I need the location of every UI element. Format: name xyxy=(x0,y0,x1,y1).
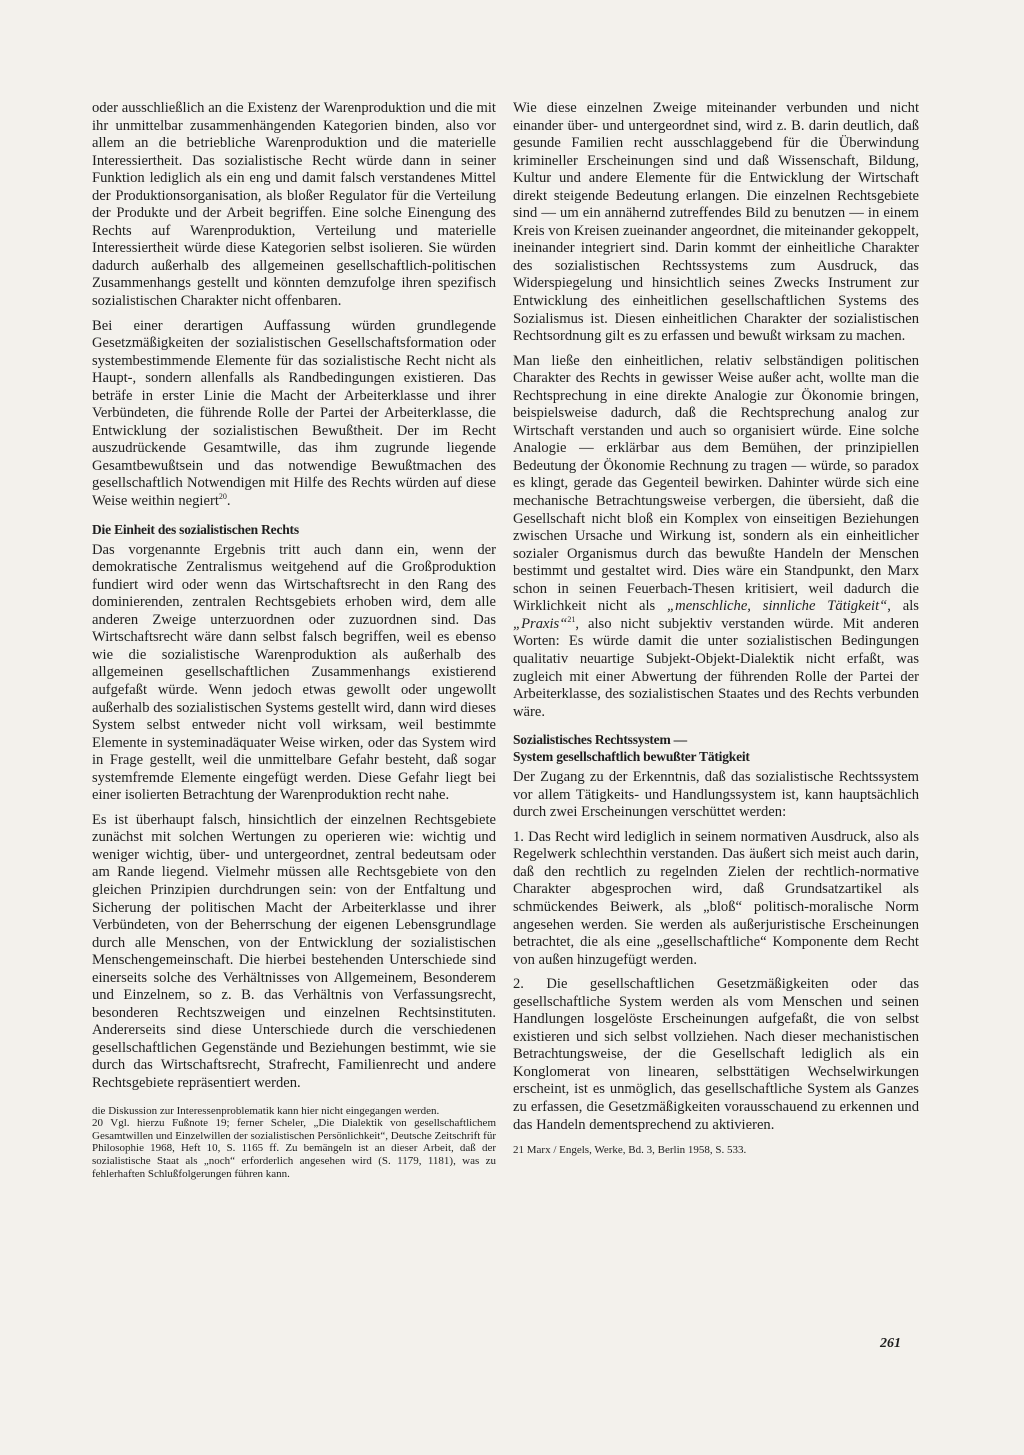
paragraph: 2. Die gesellschaftlichen Gesetzmäßigkeiten oder das gesellschaftliche System werden als vom Menschen und seinen Handlungen losgelöste Erscheinungen aufgefaßt, die von selbst existieren und sich selbst vollziehen. Nach dieser mechanistischen Betrachtungsweise, der die Gesellschaft lediglich als ein Konglomerat von linearen, selbsttätigen Wechselwirkungen erscheint, ist es unmöglich, das gesellschaftliche System als Ganzes zu erfassen, die Gesetzmäßigkeiten vorausschauend zu erkennen und das Handeln dementsprechend zu aktivieren. xyxy=(513,976,919,1133)
paragraph: oder ausschließlich an die Existenz der Warenproduktion und die mit ihr unmittelbar zusammenhängenden Kategorien binden, also vor allem an die betriebliche Warenproduktion und die materielle Interessiertheit. Das sozialistische Recht würde dann in seiner Funktion lediglich als ein eng und damit falsch verstandenes Mittel der Produktionsorganisation, als bloßer Regulator für die Verteilung der Produkte und der Arbeit begriffen. Eine solche Einengung des Rechts auf Warenproduktion, Verteilung und materielle Interessiertheit würde diese Kategorien selbst isolieren. Sie würden dadurch außerhalb des allgemeinen gesellschaftlich-politischen Zusammenhangs gestellt und könnten demzufolge ihren spezifisch sozialistischen Charakter nicht offenbaren. xyxy=(92,100,496,310)
paragraph: Es ist überhaupt falsch, hinsichtlich der einzelnen Rechtsgebiete zunächst mit solchen Wertungen zu operieren wie: wichtig und weniger wichtig, über- und untergeordnet, zentral bedeutsam oder am Rande liegend. Vielmehr müssen alle Rechtsgebiete von den gleichen Prinzipien durchdrungen sein: von der Entfaltung und Sicherung der politischen Macht der Arbeiterklasse und ihrer Verbündeten, von der Beherrschung der eigenen Lebensgrundlage durch alle Menschen, von der Entwicklung der sozialistischen Menschengemeinschaft. Die hierbei bestehenden Unterschiede sind einerseits solche des Verhältnisses von Allgemeinem, Besonderem und Einzelnem, so z. B. das Verhältnis von Verfassungsrecht, besonderen Rechtszweigen und einzelnen Rechtsinstituten. Andererseits sind diese Unterschiede durch die verschiedenen gesellschaftlichen Gegenstände und Beziehungen bestimmt, wie sie durch das Wirtschaftsrecht, Strafrecht, Familienrecht und andere Rechtsgebiete repräsentiert werden. xyxy=(92,811,496,1091)
footnotes xyxy=(513,1144,919,1157)
page-number: 261 xyxy=(880,1336,901,1351)
paragraph: 1. Das Recht wird lediglich in seinem normativen Ausdruck, also als Regelwerk schlechthin verstanden. Das äußert sich meist auch darin, daß den rechtlich zu regelnden Zielen der rechtlich-normative Charakter abgesprochen wird, daß Grundsatzartikel als schmückendes Beiwerk, als „bloß“ politisch-moralische Norm angesehen werden. Sie werden als außerjuristische Erscheinungen betrachtet, die als eine „gesellschaftliche“ Komponente dem Recht von außen hinzugefügt werden. xyxy=(513,828,919,968)
footnote-ref: 21 xyxy=(567,615,576,624)
paragraph: Das vorgenannte Ergebnis tritt auch dann ein, wenn der demokratische Zentralismus weitgehend auf die Großproduktion fundiert wird oder wenn das Wirtschaftsrecht in den Rang des dominierenden, zentralen Rechtsgebiets erhoben wird, dem alle anderen Zweige unterzuordnen oder zuzuordnen sind. Das Wirtschaftsrecht wäre dann selbst falsch begriffen, weil es ebenso wie die sozialistische Warenproduktion als außerhalb des allgemeinen gesellschaftlichen Zusammenhangs existierend aufgefaßt würde. Wenn jedoch etwas gewollt oder ungewollt außerhalb des sozialistischen Systems gestellt wird, dann wird dieses System selbst entweder nicht voll wirksam, weil bestimmte Elemente in systeminadäquater Weise wirken, oder das System wird in Frage gestellt, weil die unmittelbare Gefahr besteht, daß sogar systemfremde Elemente eingefügt werden. Diese Gefahr liegt bei einer isolierten Betrachtung der Warenproduktion recht nahe. xyxy=(92,541,496,804)
paragraph: Man ließe den einheitlichen, relativ selbständigen politischen Charakter des Rechts in gewisser Weise außer acht, wollte man die Rechtsprechung in eine direkte Analogie zur Ökonomie bringen, beispielsweise dadurch, daß die Rechtsprechung analog zur Wirtschaft verstanden und auch so organisiert würde. Eine solche Analogie — erklärbar aus dem Bemühen, der prinzipiellen Bedeutung der Ökonomie Rechnung zu tragen — würde, so paradox es klingt, gerade das Gegenteil bewirken. Dahinter würde sich eine mechanische Betrachtungsweise verbergen, die übersieht, daß die Gesellschaft nicht bloß ein Komplex von einseitigen Beziehungen zwischen Ursache und Wirkung ist, sondern als ein einheitlicher sozialer Organismus durch das bewußte Handeln der Menschen bestimmt und gestaltet wird. Dies wäre ein Standpunkt, den Marx schon in seinen Feuerbach-Thesen kritisiert, weil dadurch die Wirklichkeit nicht als „menschliche, sinnliche Tätigkeit“, als „Praxis“$^{21}$, also nicht subjektiv verstanden würde. Mit anderen Worten: Es würde damit die unter sozialistischen Bedingungen qualitativ neuartige Subjekt-Objekt-Dialektik nicht erfaßt, was zugleich mit einer Abwertung der führenden Rolle der Partei der Arbeiterklasse, des sozialistischen Staates und des Rechts verbunden wäre. xyxy=(513,352,919,720)
section-heading: Die Einheit des sozialistischen Rechts xyxy=(92,521,299,537)
paragraph: Wie diese einzelnen Zweige miteinander verbunden und nicht einander über- und untergeordnet sind, wird z. B. darin deutlich, daß gesunde Familien recht ausschlaggebend für die Überwindung krimineller Erscheinungen sind und daß Wissenschaft, Bildung, Kultur und andere Elemente für die Entwicklung der Wirtschaft direkt steigende Bedeutung erlangen. Die einzelnen Rechtsgebiete sind — um ein annähernd zutreffendes Bild zu benutzen — in einem Kreis von Kreisen zueinander angeordnet, die miteinander gekoppelt, ineinander integriert sind. Darin kommt der einheitliche Charakter des sozialistischen Rechtssystems zum Ausdruck, das Widerspiegelung und hinsichtlich seines Zwecks Instrument zur Entwicklung des einheitlichen gesellschaftlichen Systems des Sozialismus ist. Diesen einheitlichen Charakter der sozialistischen Rechtsordnung gilt es zu erfassen und bewußt wirksam zu machen. xyxy=(513,100,919,345)
section-heading: Sozialistisches Rechtssystem — System gesellschaftlich bewußter Tätigkeit xyxy=(513,732,750,765)
quote-emphasis: „menschliche, sinnliche Tätigkeit“ xyxy=(667,598,888,615)
left-column xyxy=(92,100,496,1180)
footnote: 21 Marx / Engels, Werke, Bd. 3, Berlin 1958, S. 533. xyxy=(513,1144,747,1157)
quote-emphasis: „Praxis“ xyxy=(513,615,568,632)
footnote: die Diskussion zur Interessenproblematik kann hier nicht eingegangen werden. xyxy=(92,1104,440,1117)
right-column xyxy=(513,100,919,1157)
paragraph: Der Zugang zu der Erkenntnis, daß das sozialistische Rechtssystem vor allem Tätigkeits- und Handlungssystem ist, kann hauptsächlich durch zwei Erscheinungen verschüttet werden: xyxy=(513,769,919,821)
footnote-ref: 20 xyxy=(218,492,227,502)
footnote: 20 Vgl. hierzu Fußnote 19; ferner Scheler, „Die Dialektik von gesellschaftlichem Gesamtwillen und Einzelwillen der sozialistischen Persönlichkeit“, Deutsche Zeitschrift für Philosophie 1968, Heft 10, S. 1165 ff. Zu bemängeln ist an dieser Arbeit, daß der sozialistische Staat als „noch“ erforderlich angesehen wird (S. 1179, 1181), was zu fehlerhaften Schlußfolgerungen führen kann. xyxy=(92,1117,496,1180)
paragraph: Bei einer derartigen Auffassung würden grundlegende Gesetzmäßigkeiten der sozialistischen Gesellschaftsformation oder systembestimmende Elemente für das sozialistische Recht nicht als Haupt-, sondern allenfalls als Randbedingungen existieren. Das beträfe in erster Linie die Macht der Arbeiterklasse und ihrer Verbündeten, die führende Rolle der Partei der Arbeiterklasse, die Entwicklung der sozialistischen Bewußtheit. Der im Recht auszudrückende Gesamtwille, das ihm zugrunde liegende Gesamtbewußtsein und das notwendige Bewußtmachen des gesellschaftlich Notwendigen mit Hilfe des Rechts würden auf diese Weise weithin negiert$^{20}$. xyxy=(92,317,496,510)
footnotes xyxy=(92,1105,496,1181)
